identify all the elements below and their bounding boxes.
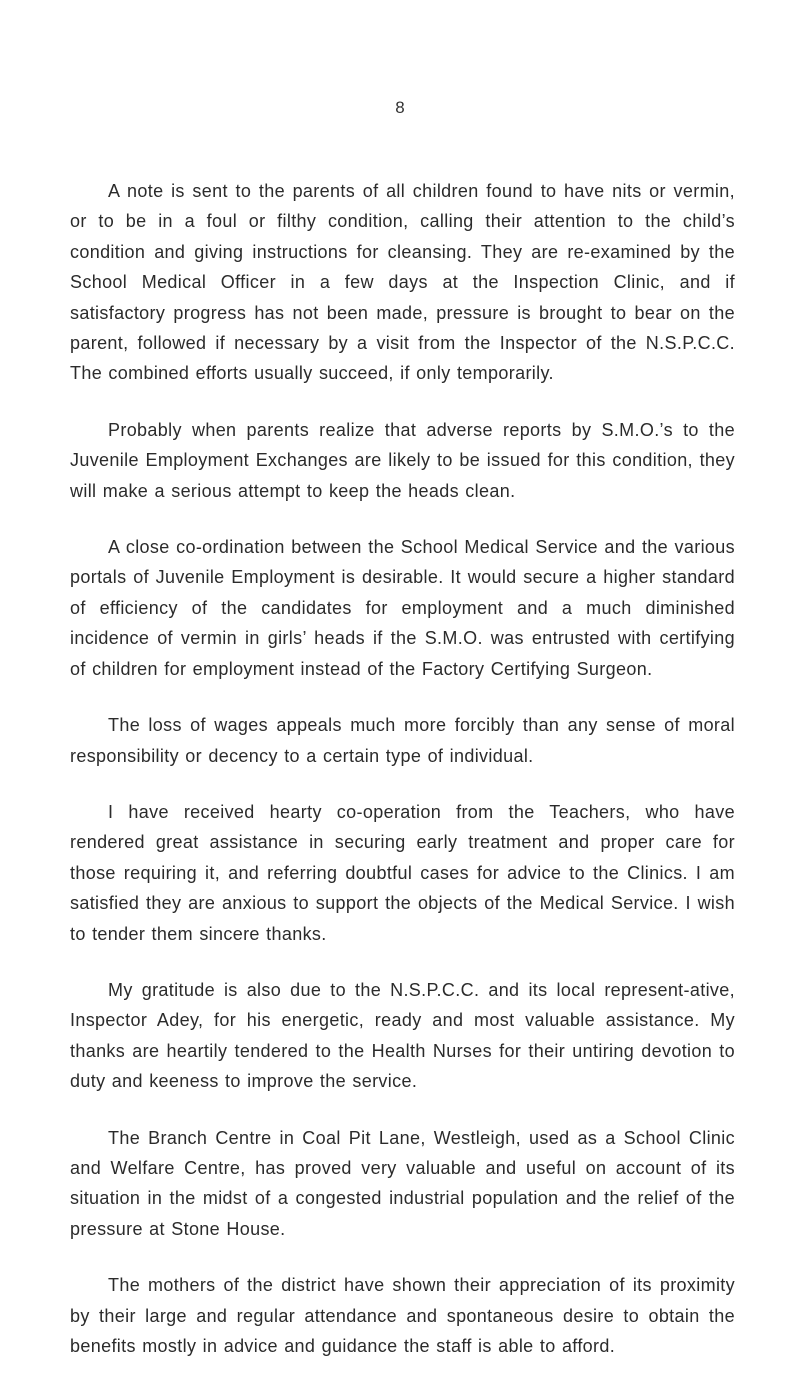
paragraph-adverse-reports: Probably when parents realize that adverse reports by S.M.O.’s to the Juvenile Employment Exchanges are likely to be issued for this condition, they will make a serious attempt to keep the heads clean. (70, 419, 735, 501)
body-text (70, 176, 735, 1387)
paragraph-teachers-co-operation: I have received hearty co-operation from the Teachers, who have rendered great assistance in securing early treatment and proper care for those requiring it, and referring doubtful cases for advice to the Clinics. I am satisfied they are anxious to support the objects of the Medical Service. I wish to tender them sincere thanks. (70, 801, 735, 944)
paragraph-mothers-appreciation: The mothers of the district have shown their appreciation of its proximity by their large and regular attendance and spontaneous desire to obtain the benefits mostly in advice and guidance the staff is able to afford. (70, 1275, 735, 1356)
page-number: 8 (395, 98, 405, 117)
paragraph-loss-of-wages: The loss of wages appeals much more forcibly than any sense of moral responsibility or decency to a certain type of individual. (70, 715, 735, 766)
paragraph-branch-centre: The Branch Centre in Coal Pit Lane, Westleigh, used as a School Clinic and Welfare Centre, has proved very valuable and useful on account of its situation in the midst of a congested industrial population and the relief of the pressure at Stone House. (70, 1127, 735, 1239)
paragraph-nits-vermin-note: A note is sent to the parents of all children found to have nits or vermin, or to be in a foul or filthy condition, calling their attention to the child’s condition and giving instructions for cleansing. They are re-examined by the School Medical Officer in a few days at the Inspection Clinic, and if satisfactory progress has not been made, pressure is brought to bear on the parent, followed if necessary by a visit from the Inspector of the N.S.P.C.C. The combined efforts usually succeed, if only temporarily. (70, 181, 735, 384)
paragraph-co-ordination: A close co-ordination between the School Medical Service and the various portals of Juvenile Employment is desirable. It would secure a higher standard of efficiency of the candidates for employment and a much diminished incidence of vermin in girls’ heads if the S.M.O. was entrusted with certifying of children for employment instead of the Factory Certifying Surgeon. (70, 537, 735, 679)
paragraph-gratitude-nspcc: My gratitude is also due to the N.S.P.C.C. and its local represent-ative, Inspector Adey, for his energetic, ready and most valuable assistance. My thanks are heartily tendered to the Health Nurses for their untiring devotion to duty and keeness to improve the service. (70, 979, 735, 1092)
